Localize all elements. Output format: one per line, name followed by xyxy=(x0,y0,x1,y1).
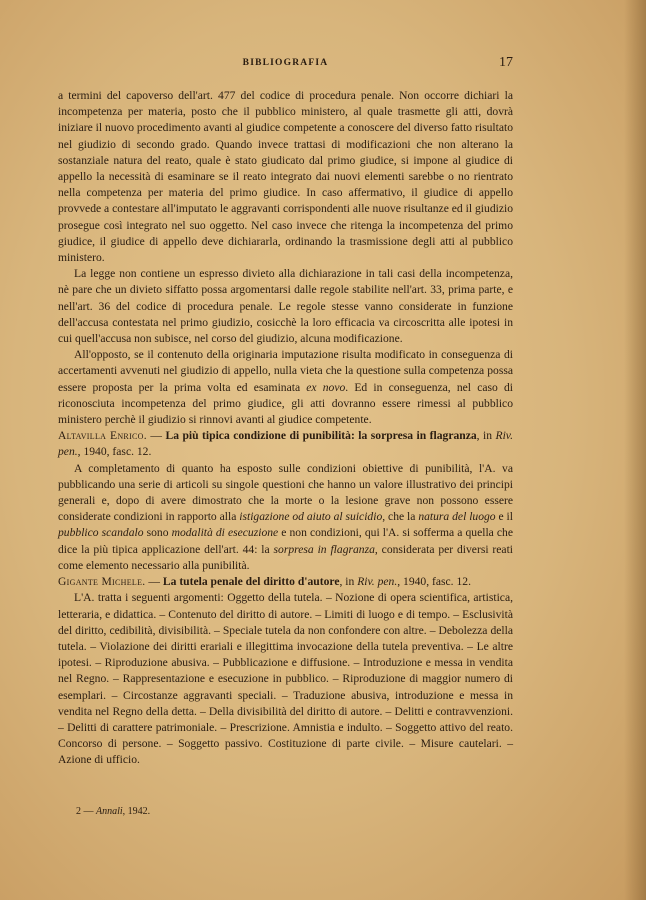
entry-1-text-c: , che la xyxy=(382,510,419,524)
entry-2-summary: L'A. tratta i seguenti argomenti: Oggetto della tutela. – Nozione di opera scientifica, artistica, letteraria, e didattica. – Contenuto del diritto di autore. – Limiti di luogo e di tempo. – Esclusività del diritto, cedibilità, divisibilità. – Speciale tutela da non confondere con altre. – Debolezza della tutela. – Violazione dei diritti erariali e illegittima invocazione della tutela preventiva. – Le altre ipotesi. – Riproduzione abusiva. – Pubblicazione e diffusione. – Introduzione e messa in vendita nel Regno. – Rappresentazione e esecuzione in pubblico. – Riproduzione di maggior numero di esemplari. – Circostanze aggravanti speciali. – Traduzione abusiva, introduzione e messa in vendita nel Regno della detta. – Della divisibilità del diritto di autore. – Delitti e contravvenzioni. – Delitti di carattere patrimoniale. – Prescrizione. Amnistia e indulto. – Soggetto attivo del reato. Concorso di persone. – Soggetto passivo. Costituzione di parte civile. – Misure cautelari. – Azione di ufficio. xyxy=(58,591,513,767)
entry-2-title: La tutela penale del diritto d'autore xyxy=(162,575,340,589)
entry-1-text-k: , considerata per diversi reati come elemento necessario alla punibilità. xyxy=(58,542,514,572)
entry-1-text-g: sono xyxy=(143,526,172,540)
paragraph-2: La legge non contiene un espresso divieto alla dichiarazione in tali casi della incompetenza, nè pare che un divieto siffatto possa argomentarsi dalle regole stabilite nell'art. 33, prima parte, e nell'art. 36 del codice di procedura penale. Le regole stesse vanno considerate in funzione dell'accusa contestata nel primo giudizio, cosicchè la loro efficacia va circoscritta alle ipotesi in cui quell'accusa non subisce, nel corso del giudizio, alcuna modificazione. xyxy=(58,267,513,346)
entry-1-italic-h: modalità di esecuzione xyxy=(171,526,279,540)
bibliography-entry-2-heading xyxy=(58,574,513,590)
paragraph-3-italic: ex novo xyxy=(306,380,346,394)
entry-1-text-a: A completamento di quanto ha esposto sulle condizioni obiettive di punibilità, l'A. va pubblicando una serie di articoli su singole questioni che hanno un valore illustrativo dei principi generali e, dopo di avere dimostrato che la morte o la lesione grave non possono essere considerate condizioni in rapporto alla xyxy=(58,461,513,524)
signature-footer xyxy=(76,806,150,817)
entry-2-dash: — xyxy=(145,575,163,589)
entry-1-journal: Riv. pen. xyxy=(58,429,513,459)
footer-journal: Annali xyxy=(96,806,123,817)
page-edge-shadow xyxy=(624,0,646,900)
paragraph-3-text-a: All'opposto, se il contenuto della originaria imputazione risulta modificato in conseguenza di accertamenti avvenuti nel giudizio di appello, nulla vieta che la questione sulla competenza possa essere proposta per la prima volta ed esaminata xyxy=(58,348,513,394)
footer-signature: 2 — xyxy=(76,806,96,817)
entry-1-title: La più tipica condizione di punibilità: la sorpresa in flagranza xyxy=(165,429,477,443)
entry-2-author: Gigante Michele. xyxy=(58,575,146,589)
page-body xyxy=(58,88,513,769)
paragraph-3-text-c: . Ed in conseguenza, nel caso di riconosciuta incompetenza del primo giudice, gli atti dovranno essere rimessi al pubblico ministero perchè il giudizio si rinnovi avanti al giudice competente. xyxy=(58,380,513,427)
paragraph-3 xyxy=(58,347,513,428)
running-title: BIBLIOGRAFIA xyxy=(242,58,329,68)
page-header xyxy=(58,56,513,74)
entry-1-italic-b: istigazione od aiuto al suicidio xyxy=(239,510,383,524)
paragraph-1: a termini del capoverso dell'art. 477 del codice di procedura penale. Non occorre dichiari la incompetenza per materia, posto che il pubblico ministero, al quale trasmette gli atti, dovrà iniziare il nuovo procedimento avanti al giudice competente a conoscere del diverso fatto risultato nel giudizio di secondo grado. Quando invece trattasi di modificazioni che non alterano la sostanziale natura del reato, quale è stato giudicato dal primo giudice, si impone al giudice di appello la necessità di esaminare se il reato integrato dai nuovi elementi sarebbe o no rientrato nella competenza per materia del primo giudice. In caso affermativo, il giudice di appello provvede a contestare all'imputato le aggravanti corrispondenti alle nuove risultanze ed il giudizio prosegue così integrato nel suo oggetto. Nel caso invece che ritenga la incompetenza del primo giudice, il giudice di appello deve dichiararla, ordinando la trasmissione degli atti al pubblico ministero. xyxy=(58,89,513,265)
entry-1-italic-f: pubblico scandalo xyxy=(58,526,144,540)
entry-1-text-e: e il xyxy=(495,510,513,524)
entry-1-citation: , 1940, fasc. 12. xyxy=(77,445,152,459)
entry-1-italic-j: sorpresa in flagranza xyxy=(273,542,375,556)
entry-1-italic-d: natura del luogo xyxy=(418,510,496,524)
entry-1-sep: , in xyxy=(476,429,496,443)
entry-1-summary xyxy=(58,461,513,574)
entry-2-journal: Riv. pen. xyxy=(357,575,398,589)
bibliography-entry-1-heading xyxy=(58,428,513,460)
entry-2-citation: , 1940, fasc. 12. xyxy=(397,575,471,589)
footer-year: , 1942. xyxy=(122,806,151,817)
entry-1-dash: — xyxy=(146,429,166,443)
entry-2-sep: , in xyxy=(339,575,358,589)
page-number: 17 xyxy=(499,55,513,70)
entry-1-text-i: e non condizioni, qui l'A. si sofferma a quella che dice la più tipica applicazione dell'art. 44: la xyxy=(58,526,513,556)
entry-1-author: Altavilla Enrico. xyxy=(58,429,147,443)
